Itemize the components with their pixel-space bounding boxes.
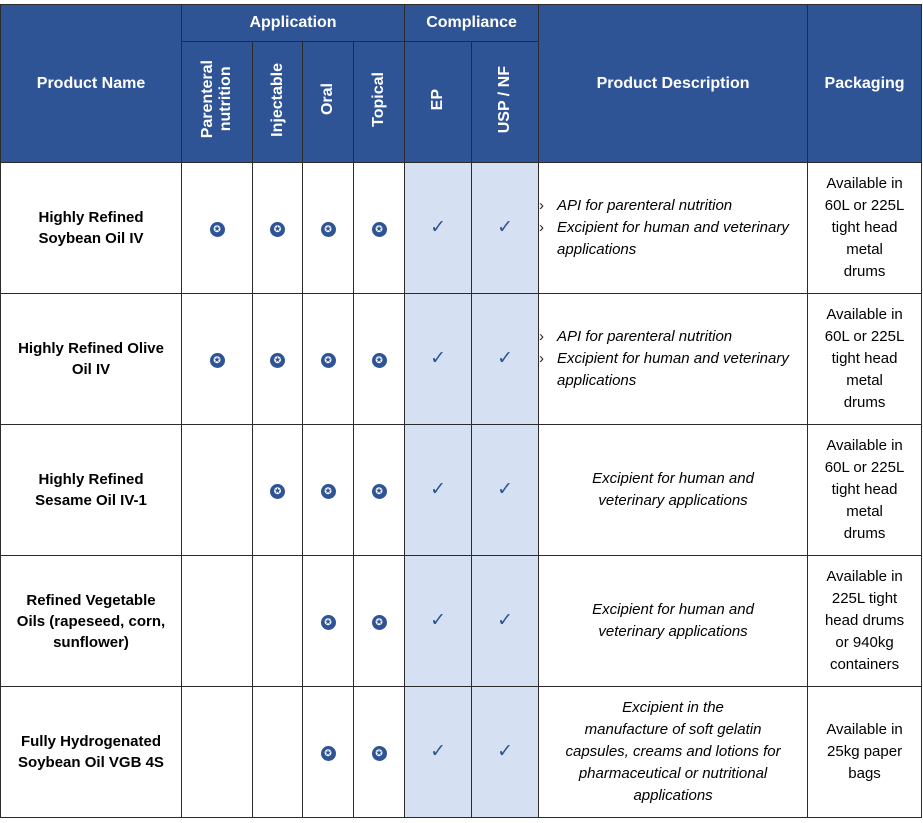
parenteral-cell <box>182 556 253 687</box>
application-header: Application <box>182 5 405 42</box>
check-icon: ✓ <box>430 610 446 631</box>
star-circle-icon: ✪ <box>372 222 387 237</box>
parenteral-nutrition-label: Parenteral nutrition <box>199 60 234 139</box>
usp-nf-cell <box>472 687 539 818</box>
product-name-cell: Refined Vegetable Oils (rapeseed, corn, sunflower) <box>1 556 182 687</box>
chevron-right-icon: › <box>539 350 545 367</box>
chevron-right-icon: › <box>539 219 545 236</box>
star-circle-icon: ✪ <box>210 353 225 368</box>
ep-cell <box>405 556 472 687</box>
packaging-cell: Available in 225L tight head drums or 940kg containers <box>808 556 922 687</box>
description-text: API for parenteral nutrition <box>557 328 733 345</box>
check-icon: ✓ <box>430 217 446 238</box>
parenteral-cell <box>182 163 253 294</box>
check-icon: ✓ <box>497 479 513 500</box>
topical-cell <box>354 294 405 425</box>
topical-header <box>354 42 405 163</box>
table-row <box>1 425 922 556</box>
star-circle-icon: ✪ <box>270 222 285 237</box>
oral-cell <box>303 556 354 687</box>
star-circle-icon: ✪ <box>372 615 387 630</box>
oral-cell <box>303 163 354 294</box>
star-circle-icon: ✪ <box>321 615 336 630</box>
table-row <box>1 556 922 687</box>
parenteral-nutrition-header <box>182 42 253 163</box>
star-circle-icon: ✪ <box>321 746 336 761</box>
check-icon: ✓ <box>430 479 446 500</box>
injectable-cell <box>253 425 303 556</box>
description-text: Excipient in the manufacture of soft gelatin capsules, creams and lotions for pharmaceutical or nutritional applications <box>565 699 781 804</box>
description-item <box>539 217 807 261</box>
star-circle-icon: ✪ <box>321 484 336 499</box>
check-icon: ✓ <box>497 217 513 238</box>
usp-nf-label: USP / NF <box>496 65 514 134</box>
injectable-cell <box>253 556 303 687</box>
star-circle-icon: ✪ <box>372 353 387 368</box>
table-row <box>1 294 922 425</box>
star-circle-icon: ✪ <box>210 222 225 237</box>
packaging-cell: Available in 25kg paper bags <box>808 687 922 818</box>
oral-label: Oral <box>319 83 336 116</box>
product-description-cell <box>539 556 808 687</box>
description-text: Excipient for human and veterinary applications <box>557 219 789 258</box>
product-name-cell: Highly Refined Olive Oil IV <box>1 294 182 425</box>
product-name-cell: Fully Hydrogenated Soybean Oil VGB 4S <box>1 687 182 818</box>
product-name-cell: Highly Refined Soybean Oil IV <box>1 163 182 294</box>
usp-nf-cell <box>472 163 539 294</box>
topical-cell <box>354 163 405 294</box>
topical-cell <box>354 687 405 818</box>
description-text: Excipient for human and veterinary applications <box>557 350 789 389</box>
packaging-cell: Available in 60L or 225L tight head metal drums <box>808 163 922 294</box>
oral-cell <box>303 425 354 556</box>
star-circle-icon: ✪ <box>372 746 387 761</box>
product-description-cell <box>539 163 808 294</box>
description-item <box>539 348 807 392</box>
description-text: API for parenteral nutrition <box>557 197 733 214</box>
check-icon: ✓ <box>430 348 446 369</box>
description-list <box>539 326 807 392</box>
usp-nf-cell <box>472 556 539 687</box>
chevron-right-icon: › <box>539 328 545 345</box>
description-item <box>539 326 807 348</box>
check-icon: ✓ <box>497 348 513 369</box>
product-table <box>0 4 922 818</box>
ep-cell <box>405 687 472 818</box>
table-row <box>1 163 922 294</box>
product-name-cell: Highly Refined Sesame Oil IV-1 <box>1 425 182 556</box>
check-icon: ✓ <box>497 610 513 631</box>
oral-cell <box>303 294 354 425</box>
ep-cell <box>405 163 472 294</box>
table-row <box>1 687 922 818</box>
description-text: Excipient for human and veterinary applications <box>592 601 754 640</box>
product-description-cell <box>539 687 808 818</box>
parenteral-cell <box>182 294 253 425</box>
ep-header <box>405 42 472 163</box>
check-icon: ✓ <box>430 741 446 762</box>
star-circle-icon: ✪ <box>270 484 285 499</box>
description-list <box>539 195 807 261</box>
parenteral-cell <box>182 425 253 556</box>
packaging-header: Packaging <box>808 5 922 163</box>
oral-cell <box>303 687 354 818</box>
star-circle-icon: ✪ <box>270 353 285 368</box>
injectable-label: Injectable <box>268 62 286 137</box>
product-description-cell <box>539 425 808 556</box>
topical-label: Topical <box>370 72 388 127</box>
star-circle-icon: ✪ <box>321 353 336 368</box>
usp-nf-header <box>472 42 539 163</box>
topical-cell <box>354 556 405 687</box>
star-circle-icon: ✪ <box>372 484 387 499</box>
usp-nf-cell <box>472 425 539 556</box>
injectable-cell <box>253 163 303 294</box>
usp-nf-cell <box>472 294 539 425</box>
product-name-header: Product Name <box>1 5 182 163</box>
injectable-cell <box>253 687 303 818</box>
topical-cell <box>354 425 405 556</box>
compliance-header: Compliance <box>405 5 539 42</box>
description-item <box>539 195 807 217</box>
ep-cell <box>405 425 472 556</box>
description-text: Excipient for human and veterinary applications <box>592 470 754 509</box>
oral-header <box>303 42 354 163</box>
check-icon: ✓ <box>497 741 513 762</box>
product-description-cell <box>539 294 808 425</box>
packaging-cell: Available in 60L or 225L tight head metal drums <box>808 294 922 425</box>
ep-label: EP <box>429 88 447 111</box>
chevron-right-icon: › <box>539 197 545 214</box>
packaging-cell: Available in 60L or 225L tight head metal drums <box>808 425 922 556</box>
product-description-header: Product Description <box>539 5 808 163</box>
injectable-header <box>253 42 303 163</box>
ep-cell <box>405 294 472 425</box>
parenteral-cell <box>182 687 253 818</box>
star-circle-icon: ✪ <box>321 222 336 237</box>
injectable-cell <box>253 294 303 425</box>
